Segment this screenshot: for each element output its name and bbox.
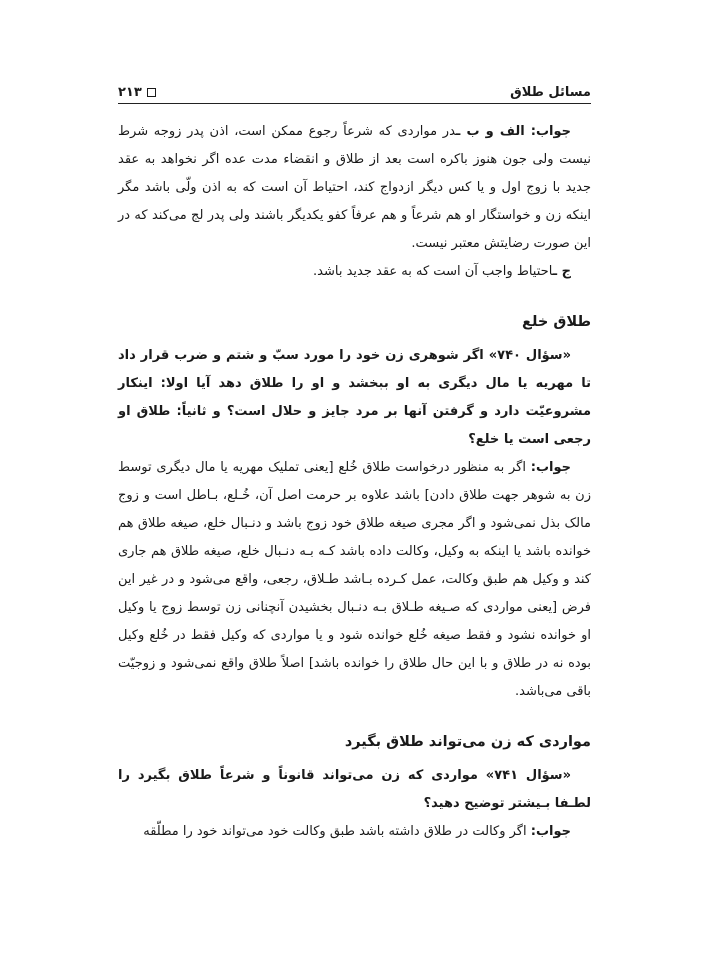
answer-741-paragraph: [118, 818, 591, 846]
section-heading-khul: طلاق خلع: [522, 314, 591, 330]
answer-c-label: ج ـ: [552, 264, 571, 279]
page-body: [118, 118, 591, 846]
answer-740-label: جواب:: [530, 460, 571, 475]
question-741: «سؤال ۷۴۱» مواردی که زن می‌تواند قانوناً و شرعاً طلاق بگیرد را لطـفا بـیشتر توضیح دهید؟: [118, 768, 591, 811]
answer-text: در مواردی که شرعاً رجوع ممکن است، اذن پدر زوجه شرط نیست ولی جون هنوز باکره است بعد از طلاق و انقضاء مدت عده اگر نخواهد به عقد جدید با زوج اول و یا کس دیگر ازدواج کند، احتیاط آن است که به اذن ولّی باشد مگر اینکه زن و خواستگار او هم شرعاً و هم عرفاً کفو یکدیگر باشند ولی پدر لج می‌کند که در این صورت رضایتش معتبر نیست.: [118, 124, 591, 251]
square-icon: [147, 88, 156, 97]
running-title: مسائل طلاق: [510, 85, 591, 100]
header-rule: [118, 103, 591, 104]
section-heading-divorce-cases: مواردی که زن می‌تواند طلاق بگیرد: [344, 734, 591, 750]
answer-740-text: اگر به منظور درخواست طلاق خُلع [یعنی تملیک مهریه یا مال دیگری توسط زن به شوهر جهت طلاق دادن] باشد علاوه بر حرمت اصل آن، خُـلع، بـاطل است و زوج مالک بذل نمی‌شود و اگر مجری صیغه طلاق خود زوج باشد و دنـبال خلع، صیغه طلاق هم خوانده باشد یا اینکه به وکیل، وکالت داده باشد کـه بـه دنـبال خلع، صیغه طلاق هم جاری کند و وکیل هم طبق وکالت، عمل کـرده بـاشد طـلاق، رجعی، واقع می‌شود و در غیر این فرض [یعنی مواردی که صـیغه طـلاق بـه دنـبال بخشیدن آنچنانی زن توسط زوج یا وکیل او خوانده نشود و فقط صیغه خُلع خوانده شود و یا مواردی که وکیل فقط در خُلع وکیل بوده نه در طلاق و با این حال طلاق را خوانده باشد] اصلاً طلاق واقع نمی‌شود و زوجیّت باقی می‌باشد.: [118, 460, 591, 699]
answer-740-paragraph: [118, 454, 591, 706]
answer-label: جواب: الف و ب ـ: [455, 124, 572, 139]
page-header: [118, 78, 591, 100]
question-740: «سؤال ۷۴۰» اگر شوهری زن خود را مورد سبّ و شتم و ضرب قرار داد تا مهریه یا مال دیگری به او ببخشد و او را طلاق دهد آیا اولا: اینکار مشروعیّت دارد و گرفتن آنها بر مرد جایز و حلال است؟ و ثانیاً: طلاق او رجعی است یا خلع؟: [118, 348, 591, 447]
answer-paragraph: [118, 118, 591, 258]
answer-c-paragraph: [118, 258, 591, 286]
answer-741-label: جواب:: [530, 824, 571, 839]
page-number: ۲۱۳: [118, 85, 142, 100]
answer-c-text: احتیاط واجب آن است که به عقد جدید باشد.: [313, 264, 553, 279]
page-number-block: [118, 85, 156, 100]
answer-741-text: اگر وکالت در طلاق داشته باشد طبق وکالت خود می‌تواند خود را مطلّقه: [143, 824, 527, 839]
